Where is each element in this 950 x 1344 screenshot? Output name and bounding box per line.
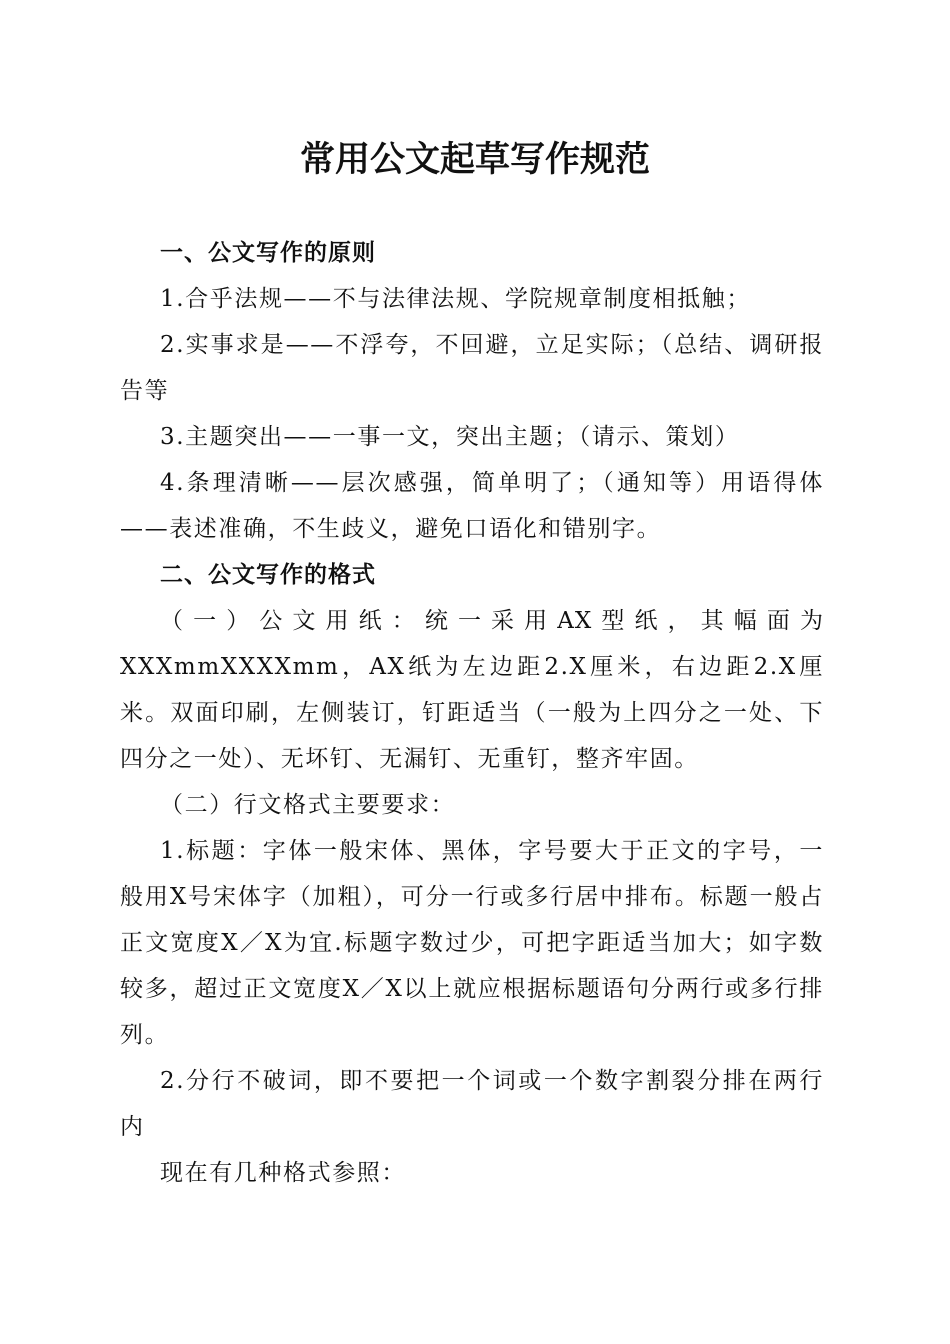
- principle-item-2: 2.实事求是——不浮夸，不回避，立足实际；（总结、调研报告等: [120, 332, 824, 404]
- document-title: 常用公文起草写作规范: [299, 139, 650, 180]
- requirement-item-2: 2.分行不破词，即不要把一个词或一个数字割裂分排在两行内: [120, 1068, 824, 1140]
- requirement-item-1: 1.标题：字体一般宋体、黑体，字号要大于正文的字号，一般用X号宋体字（加粗），可分一行或多行居中排布。标题一般占正文宽度X／X为宜.标题字数过少，可把字距适当加大；如字数较多，超过正文宽度X／X以上就应根据标题语句分两行或多行排列。: [120, 838, 824, 1048]
- paper-format-detail: XXXmmXXXXmm，AX纸为左边距2.X厘米，右边距2.X厘米。双面印刷，左侧装订，钉距适当（一般为上四分之一处、下四分之一处）、无坏钉、无漏钉、无重钉，整齐牢固。: [120, 654, 824, 772]
- principle-item-4: 4.条理清晰——层次感强，简单明了；（通知等）用语得体——表述准确，不生歧义，避免口语化和错别字。: [120, 470, 824, 542]
- section-heading-principles: 一、公文写作的原则: [160, 240, 376, 266]
- section-heading-format: 二、公文写作的格式: [160, 562, 376, 588]
- principle-item-3: 3.主题突出——一事一文，突出主题；（请示、策划）: [160, 424, 740, 450]
- paper-format-line: （一）公文用纸：统一采用AX型纸，其幅面为: [160, 608, 824, 634]
- format-reference-line: 现在有几种格式参照：: [160, 1160, 406, 1186]
- document-body: [120, 230, 824, 1196]
- subsection-heading-requirements: （二）行文格式主要要求：: [160, 792, 456, 818]
- principle-item-1: 1.合乎法规——不与法律法规、学院规章制度相抵触；: [160, 286, 751, 312]
